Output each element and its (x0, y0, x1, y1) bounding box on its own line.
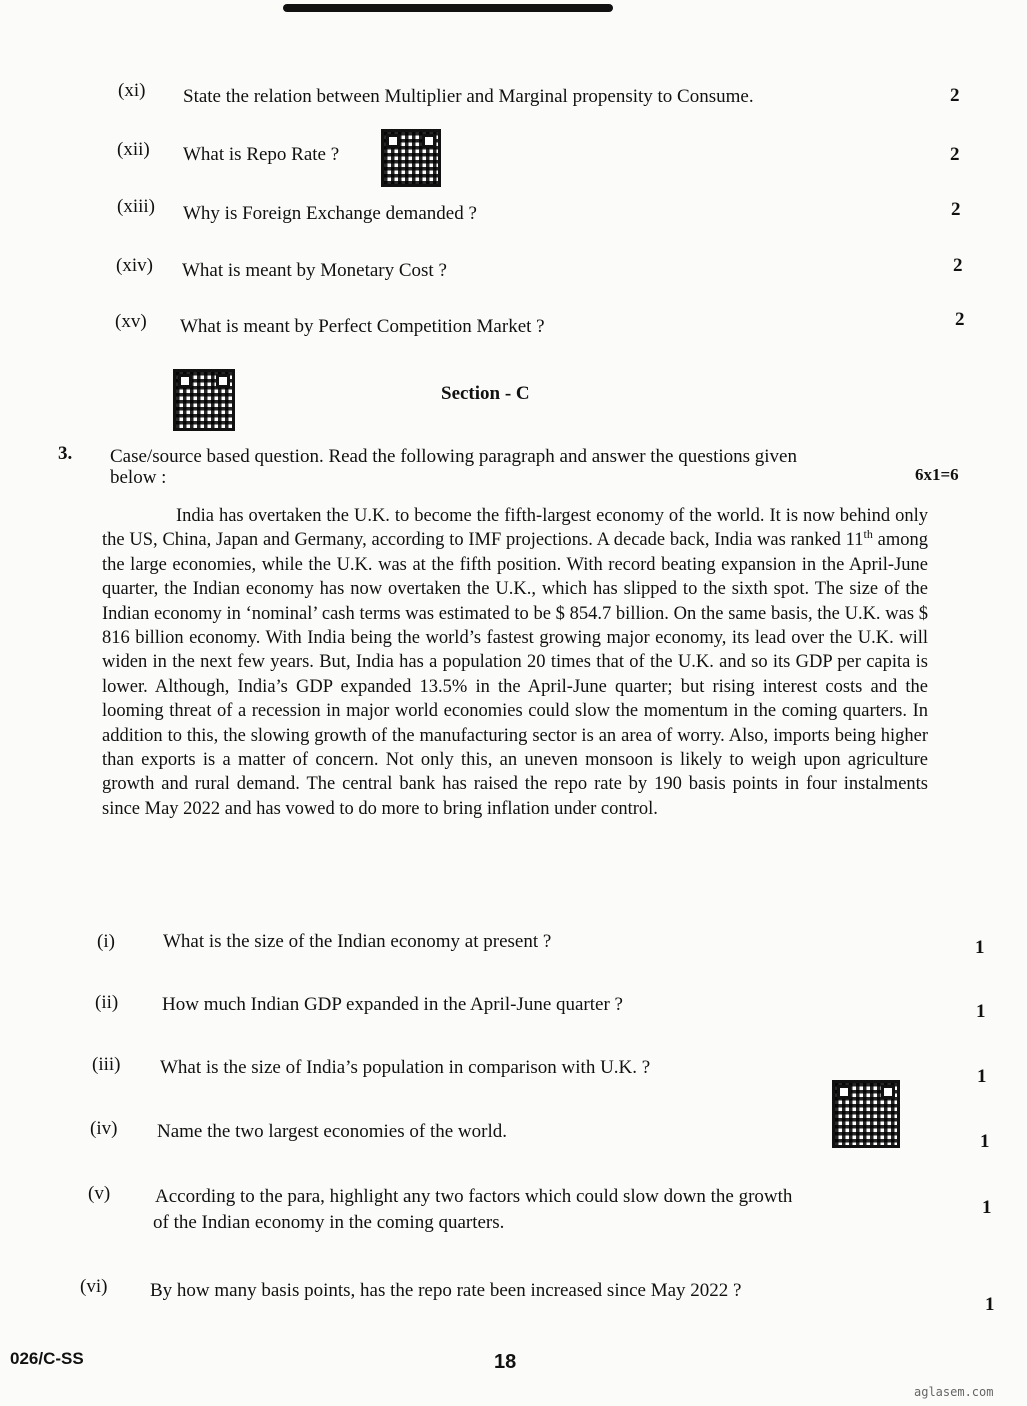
qr-code-icon (173, 369, 235, 431)
question-number: (xii) (117, 139, 150, 160)
paragraph-text-a: India has overtaken the U.K. to become the fifth-largest economy of the world. It is now behind only the US, China, Japan and Germany, according to IMF projections. A decade back, India was ranked 11 (102, 506, 928, 551)
question-number: (xiii) (117, 196, 155, 217)
question-marks: 2 (950, 144, 960, 165)
question-number: (ii) (95, 992, 119, 1013)
case-instruction: Case/source based question. Read the following paragraph and answer the questions given (110, 446, 797, 467)
question-text: What is the size of India’s population in comparison with U.K. ? (160, 1057, 651, 1078)
case-instruction-cont: below : (110, 467, 167, 488)
question-marks: 2 (951, 199, 961, 220)
question-number: (xv) (115, 311, 147, 332)
question-marks: 2 (953, 255, 963, 276)
question-number: (xi) (118, 80, 146, 101)
question-number: 3. (58, 443, 73, 464)
question-marks: 2 (950, 85, 960, 106)
case-paragraph (102, 504, 928, 821)
question-number: (xiv) (116, 255, 153, 276)
question-text: What is Repo Rate ? (183, 144, 340, 165)
question-number: (v) (88, 1183, 111, 1204)
paragraph-text-b: among the large economies, while the U.K. was at the fifth position. With record beating expansion in the April-June quarter, the Indian economy has now overtaken the U.K., which has slipped to the sixth spot. The size of the Indian economy in ‘nominal’ cash terms was estimated to be $ 854.7 billion. On the same basis, the U.K. was $ 816 billion economy. With India being the world’s fastest growing major economy, its lead over the U.K. will widen in the next few years. But, India has a population 20 times that of the U.K. and so its GDP per capita is lower. Although, India’s GDP expanded 13.5% in the April-June quarter; but rising interest costs and the looming threat of a recession in major world economies could slow the momentum in the coming quarters. In addition to this, the slowing growth of the manufacturing sector is an area of worry. Also, imports being higher than exports is a matter of concern. Not only this, an uneven monsoon is likely to weigh upon agriculture growth and rural demand. The central bank has raised the repo rate by 190 basis points in four instalments since May 2022 and has vowed to do more to bring inflation under control. (102, 530, 928, 819)
question-text: What is meant by Perfect Competition Market ? (180, 316, 545, 337)
question-number: (i) (97, 931, 115, 952)
question-text: By how many basis points, has the repo rate been increased since May 2022 ? (150, 1280, 742, 1301)
top-rule (283, 4, 613, 12)
section-title: Section - C (441, 383, 530, 404)
section-marks: 6x1=6 (915, 465, 959, 484)
question-number: (vi) (80, 1276, 108, 1297)
question-text: According to the para, highlight any two factors which could slow down the growth (155, 1186, 793, 1207)
question-number: (iv) (90, 1118, 118, 1139)
question-marks: 1 (976, 1001, 986, 1022)
qr-code-icon (832, 1080, 900, 1148)
question-text: What is the size of the Indian economy at present ? (163, 931, 552, 952)
site-watermark: aglasem.com (914, 1385, 994, 1399)
question-marks: 1 (982, 1197, 992, 1218)
ordinal-suffix: th (863, 527, 873, 542)
question-marks: 1 (975, 937, 985, 958)
question-marks: 1 (985, 1294, 995, 1315)
question-text: How much Indian GDP expanded in the April-June quarter ? (162, 994, 623, 1015)
question-marks: 1 (980, 1131, 990, 1152)
question-text: Why is Foreign Exchange demanded ? (183, 203, 477, 224)
question-text: What is meant by Monetary Cost ? (182, 260, 447, 281)
question-marks: 1 (977, 1066, 987, 1087)
question-text: State the relation between Multiplier and Marginal propensity to Consume. (183, 86, 754, 107)
question-marks: 2 (955, 309, 965, 330)
page-number: 18 (494, 1351, 517, 1373)
question-text: Name the two largest economies of the world. (157, 1121, 507, 1142)
paper-code: 026/C-SS (10, 1349, 84, 1368)
qr-code-icon (381, 129, 441, 187)
question-number: (iii) (92, 1054, 121, 1075)
question-text-cont: of the Indian economy in the coming quarters. (153, 1212, 505, 1233)
